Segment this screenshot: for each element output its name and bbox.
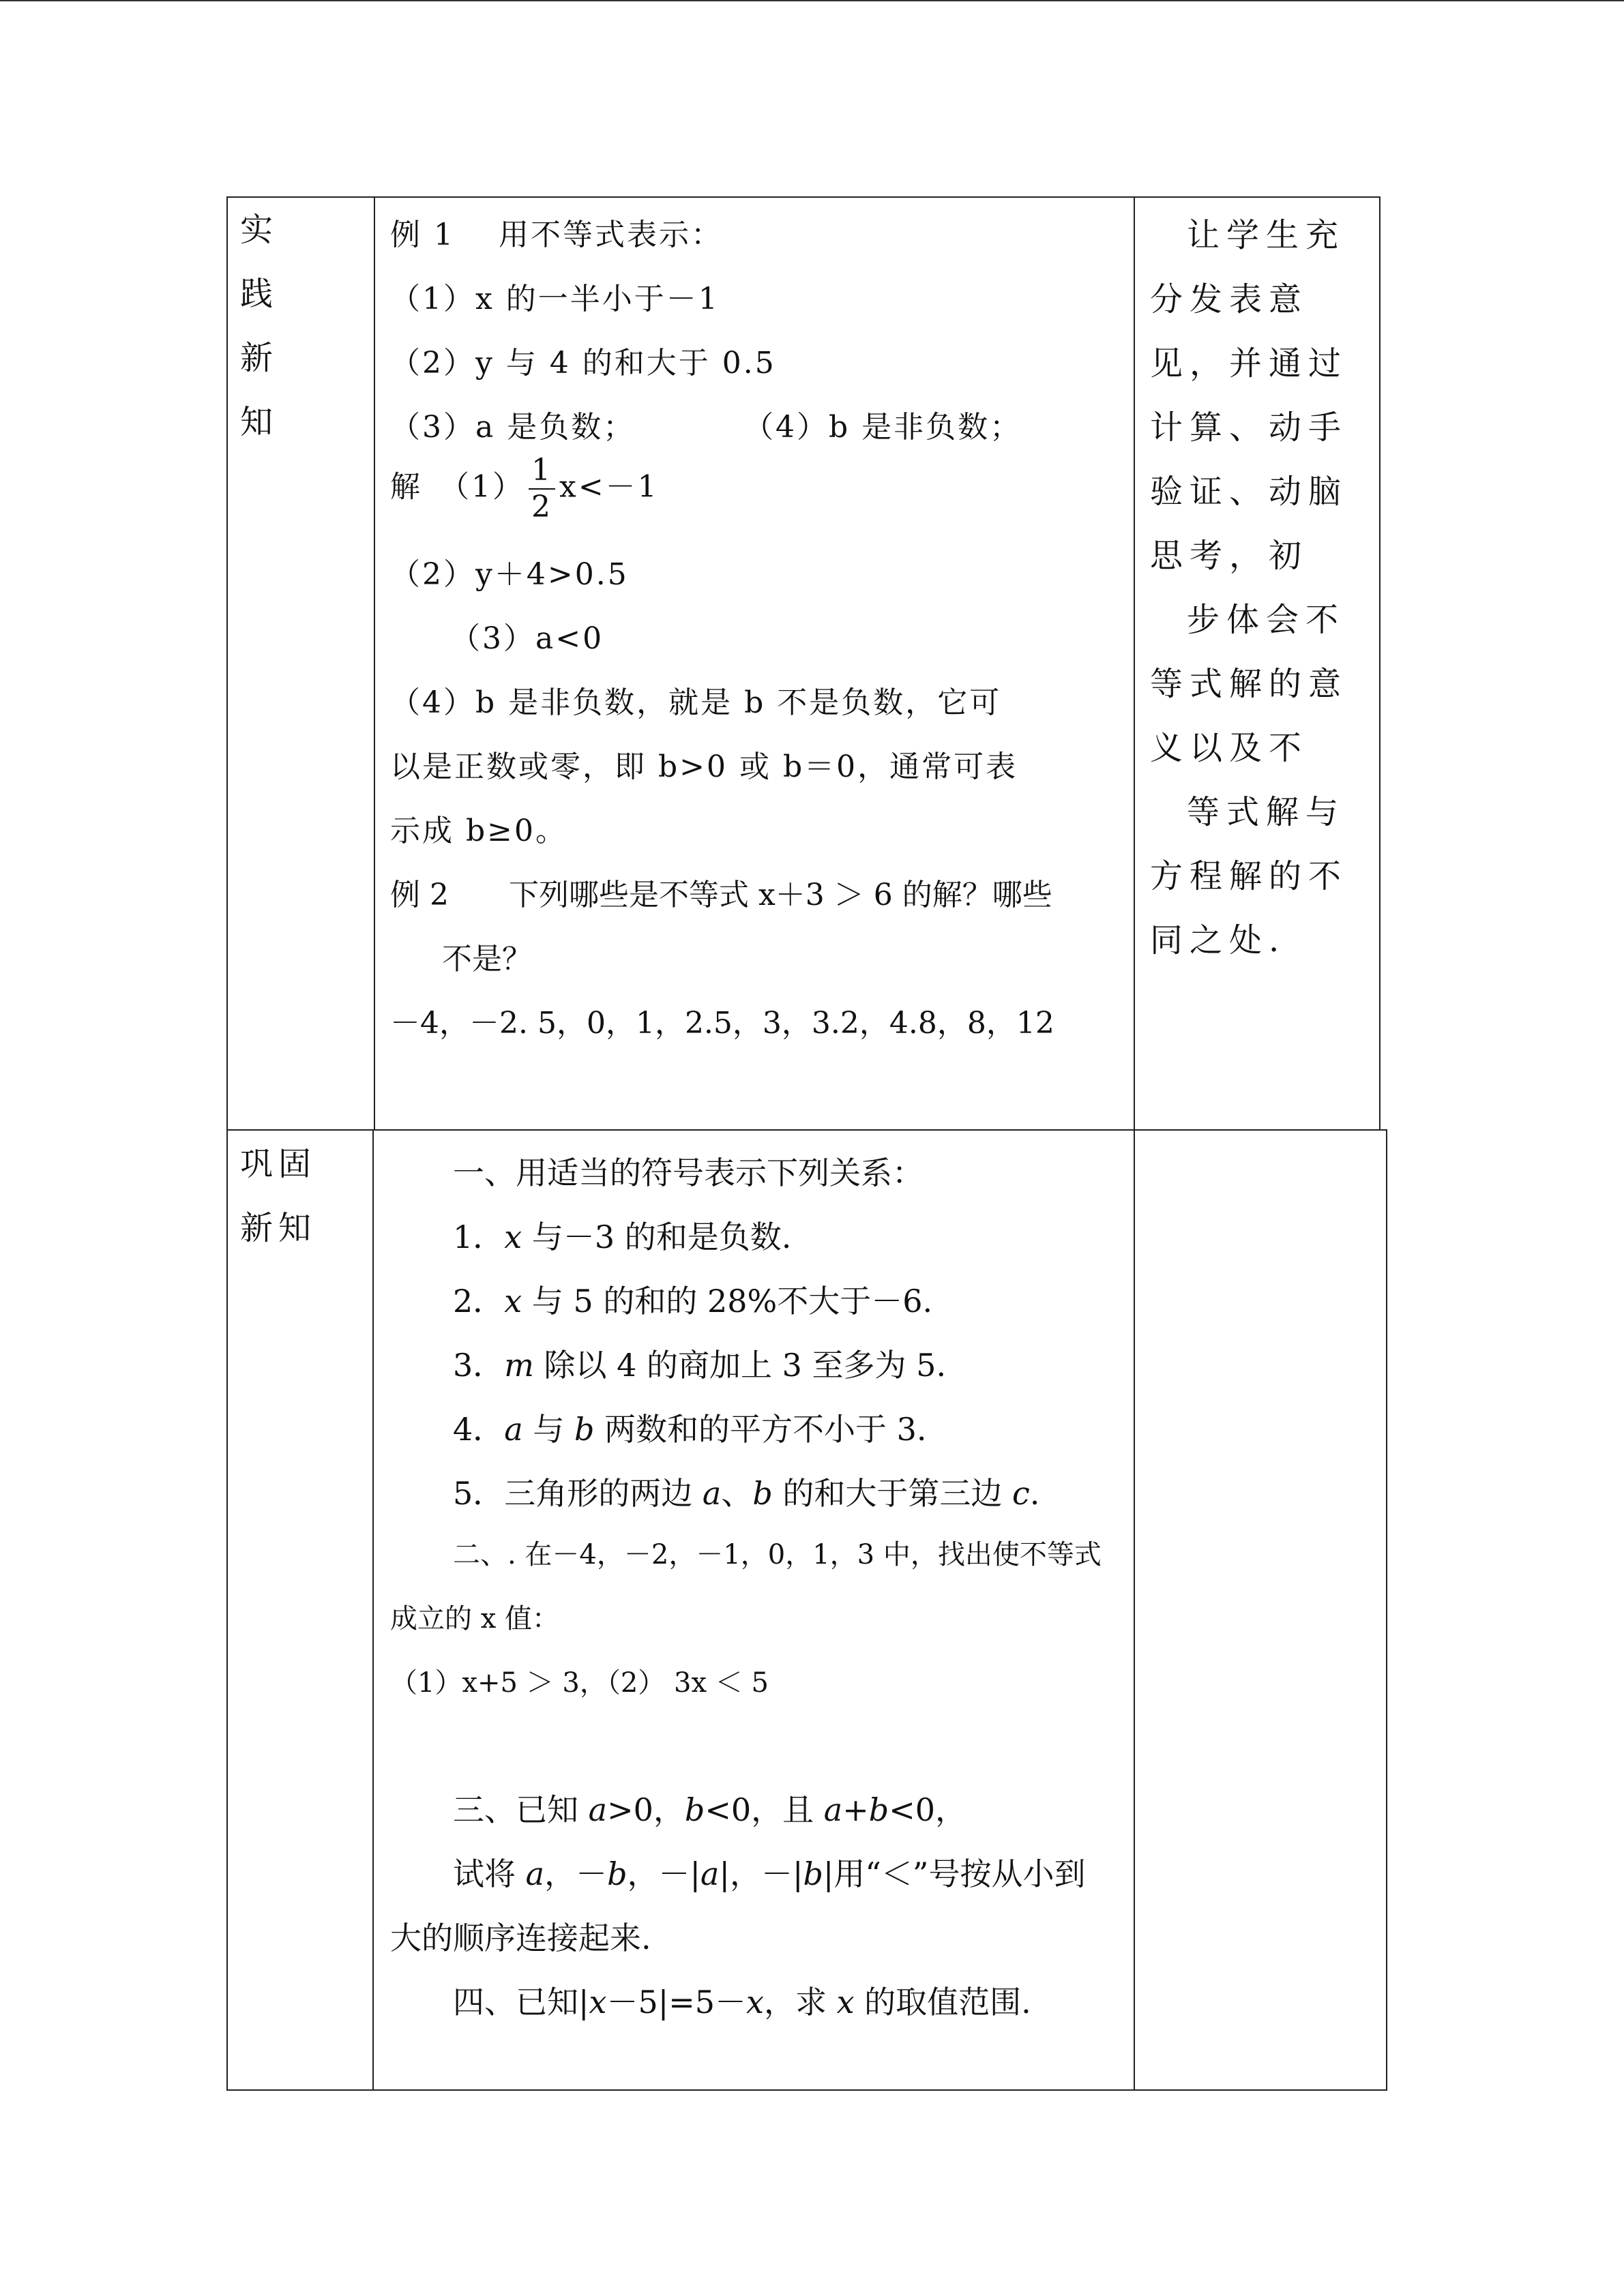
solution1 xyxy=(390,453,659,524)
math-var: a xyxy=(700,1855,720,1892)
item-text: + xyxy=(842,1791,869,1828)
section1-col-divider-2 xyxy=(1134,196,1135,1131)
question1-item-1 xyxy=(453,1212,791,1257)
section1-label-char: 践 xyxy=(240,275,274,313)
question1-item-4 xyxy=(453,1405,927,1450)
math-var: b xyxy=(752,1475,773,1512)
section1-label xyxy=(240,198,273,454)
item-text: 试将 xyxy=(453,1855,526,1892)
item-number: 1． xyxy=(453,1219,505,1255)
example2-line-1: 例 2 下列哪些是不等式 x＋3 ＞ 6 的解？哪些 xyxy=(390,878,1052,912)
example1-item-3: （3）a 是负数； xyxy=(390,410,636,445)
math-var: b xyxy=(868,1791,889,1828)
teaching-note-line: 方程解的不 xyxy=(1150,857,1348,895)
section2-col-divider-2 xyxy=(1134,1129,1135,2091)
teaching-note-line: 等式解与 xyxy=(1187,793,1346,831)
example2-values: －4，－2. 5，0，1，2.5，3，3.2，4.8，8，12 xyxy=(390,1006,1054,1041)
math-var: x xyxy=(589,1984,607,2021)
fraction-numerator: 1 xyxy=(529,456,555,490)
math-var: b xyxy=(684,1791,705,1828)
math-var: a xyxy=(504,1411,523,1448)
question2-line-2: 成立的 x 值： xyxy=(390,1603,559,1635)
section1-col-divider-1 xyxy=(374,196,375,1131)
item-text: ，求 xyxy=(763,1984,837,2021)
section2-label-line: 新知 xyxy=(240,1209,317,1247)
item-text: 与 xyxy=(522,1411,574,1448)
math-var: b xyxy=(607,1855,628,1892)
item-text: 与－3 的和是负数. xyxy=(522,1219,792,1255)
math-var: x xyxy=(504,1219,522,1255)
solution1-rest: x<－1 xyxy=(559,469,659,505)
question1-item-5 xyxy=(453,1469,1039,1514)
question4-line xyxy=(453,1978,1031,2023)
solution2: （2）y＋4>0.5 xyxy=(390,557,629,592)
question1-item-2 xyxy=(453,1277,932,1322)
fraction-one-half xyxy=(529,453,555,524)
solution4-line-1: （4）b 是非负数，就是 b 不是负数，它可 xyxy=(390,685,1002,720)
item-text: 四、已知| xyxy=(453,1984,589,2021)
math-var: a xyxy=(823,1791,843,1828)
section2-col-divider-1 xyxy=(372,1129,374,2091)
item-text: 的取值范围. xyxy=(854,1984,1031,2021)
question3-line-2 xyxy=(453,1849,1085,1894)
item-text: <0，且 xyxy=(705,1791,824,1828)
solution-prefix: 解 （1） xyxy=(390,469,525,505)
teaching-note-line: 思考，初 xyxy=(1150,537,1309,575)
math-var: m xyxy=(504,1347,534,1384)
example1-title: 例 1 用不等式表示： xyxy=(390,218,723,252)
item-text: 、 xyxy=(721,1475,753,1512)
math-var: a xyxy=(525,1855,545,1892)
math-var: b xyxy=(803,1855,823,1892)
section2-label-line: 巩固 xyxy=(240,1145,317,1183)
question1-item-3 xyxy=(453,1341,946,1386)
math-var: c xyxy=(1012,1475,1030,1512)
fraction-denominator: 2 xyxy=(531,490,552,524)
item-text: ，－ xyxy=(544,1855,608,1892)
example1-item-1: （1）x 的一半小于－1 xyxy=(390,282,720,316)
item-number: 2． xyxy=(453,1283,505,1320)
section2-label xyxy=(240,1132,316,1260)
teaching-note-line: 等式解的意 xyxy=(1150,665,1348,703)
item-number: 3． xyxy=(453,1347,505,1384)
item-text: 除以 4 的商加上 3 至多为 5. xyxy=(533,1347,947,1384)
question2-line-1: 二、. 在－4，－2，－1，0，1，3 中，找出使不等式 xyxy=(453,1539,1102,1570)
page-top-border xyxy=(0,0,1624,1)
teaching-note-line: 让学生充 xyxy=(1187,216,1346,254)
example1-item-2: （2）y 与 4 的和大于 0.5 xyxy=(390,346,776,381)
item-text: 与 5 的和的 28%不大于－6. xyxy=(522,1283,933,1320)
question3-line-3: 大的顺序连接起来. xyxy=(390,1920,651,1956)
item-text: －5|=5－ xyxy=(606,1984,747,2021)
teaching-note-line: 计算、动手 xyxy=(1150,408,1348,447)
question3-line-1 xyxy=(453,1785,966,1830)
math-var: x xyxy=(746,1984,764,2021)
solution4-line-2: 以是正数或零，即 b>0 或 b＝0，通常可表 xyxy=(390,749,1018,784)
item-text: >0， xyxy=(607,1791,685,1828)
teaching-note-line: 验证、动脑 xyxy=(1150,473,1348,511)
question1-title: 一、用适当的符号表示下列关系： xyxy=(453,1154,924,1191)
teaching-note-line: 见，并通过 xyxy=(1150,344,1348,383)
math-var: x xyxy=(504,1283,522,1320)
section1-label-char: 知 xyxy=(240,403,274,441)
solution4-line-3: 示成 b≥0。 xyxy=(390,814,568,848)
item-text: 5．三角形的两边 xyxy=(453,1475,703,1512)
math-var: a xyxy=(702,1475,722,1512)
example2-line-2: 不是？ xyxy=(442,942,532,976)
section1-label-char: 新 xyxy=(240,339,274,377)
item-text: 的和大于第三边 xyxy=(772,1475,1013,1512)
section1-label-char: 实 xyxy=(240,211,274,249)
teaching-note-line: 步体会不 xyxy=(1187,601,1346,639)
item-number: 4． xyxy=(453,1411,505,1448)
math-var: a xyxy=(588,1791,608,1828)
item-text: <0， xyxy=(889,1791,967,1828)
solution3: （3）a<0 xyxy=(450,621,604,656)
teaching-note-line: 义以及不 xyxy=(1150,729,1309,767)
item-text: |，－| xyxy=(719,1855,803,1892)
item-text: . xyxy=(1029,1475,1040,1512)
math-var: b xyxy=(574,1411,595,1448)
item-text: 三、已知 xyxy=(453,1791,589,1828)
item-text: ，－| xyxy=(627,1855,701,1892)
item-text: 两数和的平方不小于 3. xyxy=(594,1411,927,1448)
teaching-note-line: 分发表意 xyxy=(1150,280,1309,318)
item-text: |用“＜”号按从小到 xyxy=(823,1855,1086,1892)
math-var: x xyxy=(836,1984,855,2021)
teaching-note-line: 同之处. xyxy=(1150,921,1286,959)
question2-line-3: （1）x+5 ＞ 3，（2） 3x ＜ 5 xyxy=(390,1667,769,1699)
example1-item-4: （4）b 是非负数； xyxy=(743,410,1022,445)
